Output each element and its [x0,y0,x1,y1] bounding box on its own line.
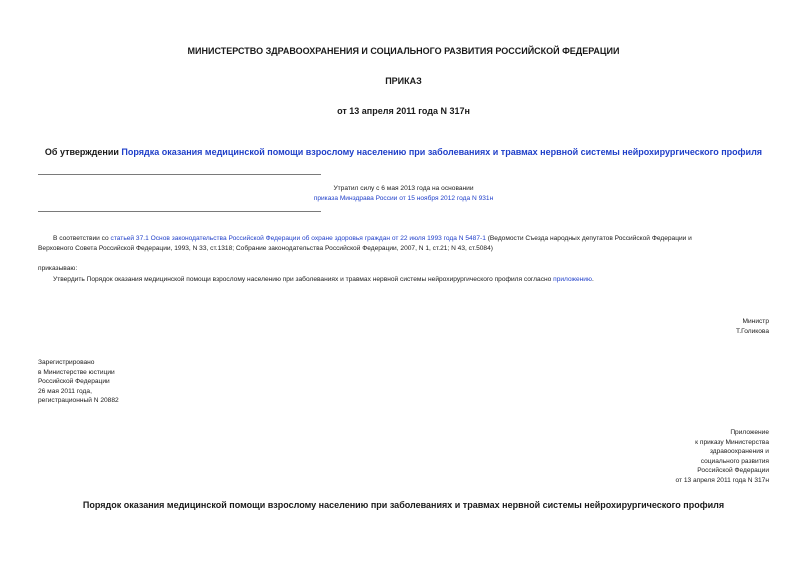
appendix-line: Приложение [730,429,769,436]
appendix-title: Порядок оказания медицинской помощи взрослому населению при заболеваниях и травмах нервной системы нейрохирургического профиля [82,500,725,510]
order-text [53,275,773,285]
appendix-line: Российской Федерации [697,467,769,475]
appendix-line: от 13 апреля 2011 года N 317н [675,476,769,484]
appendix-link[interactable]: приложению [553,276,592,283]
date-number-heading: от 13 апреля 2011 года N 317н [337,106,470,116]
notice-link[interactable]: приказа Минздрава России от 15 ноября 2012 года N 931н [313,195,494,202]
divider-bottom [38,211,321,212]
order-text-body: Утвердить Порядок оказания медицинской помощи взрослому населению при заболеваниях и травмах нервной системы нейрохирургического профиля согласно [53,276,554,283]
ministry-heading: МИНИСТЕРСТВО ЗДРАВООХРАНЕНИЯ И СОЦИАЛЬНОГО РАЗВИТИЯ РОССИЙСКОЙ ФЕДЕРАЦИИ [187,46,620,56]
title-prefix: Об утверждении [44,147,122,157]
signature-position: Министр [742,318,769,325]
order-text-end: . [591,276,594,283]
document-title [0,147,807,157]
preamble-text-start: В соответствии со [53,235,111,242]
preamble-paragraph [38,234,770,244]
law-link[interactable]: Основ законодательства Российской Федерации об охране здоровья граждан от 22 июля 1993 года N 5487-1 [150,235,486,242]
doc-type-heading: ПРИКАЗ [385,76,422,86]
appendix-line: социального развития [700,457,769,465]
registration-block [38,358,119,406]
registration-line: 26 мая 2011 года, [38,387,92,395]
notice-line2 [0,194,807,204]
divider-top [38,174,321,175]
preamble-line2: Верховного Совета Российской Федерации, 1993, N 33, ст.1318; Собрание законодательства Российской Федерации, 2007, N 1, ст.21; N 43, ст.5084) [38,245,493,252]
appendix-line: к приказу Министерства [695,438,769,446]
order-label: приказываю: [38,265,78,272]
registration-line: регистрационный N 20882 [38,397,119,405]
title-link[interactable]: Порядка оказания медицинской помощи взрослому населению при заболеваниях и травмах нервной системы нейрохирургического профиля [121,147,763,157]
article-link[interactable]: статьей 37.1 [110,235,149,242]
registration-line: в Министерстве юстиции [38,368,115,376]
preamble-text-mid: (Ведомости Съезда народных депутатов Российской Федерации и [485,235,692,242]
appendix-line: здравоохранения и [709,448,769,456]
appendix-block [675,428,769,486]
registration-line: Российской Федерации [38,378,110,386]
signature-name: Т.Голикова [735,328,769,335]
registration-line: Зарегистрировано [38,359,95,366]
notice-line1: Утратил силу с 6 мая 2013 года на основании [333,185,474,192]
